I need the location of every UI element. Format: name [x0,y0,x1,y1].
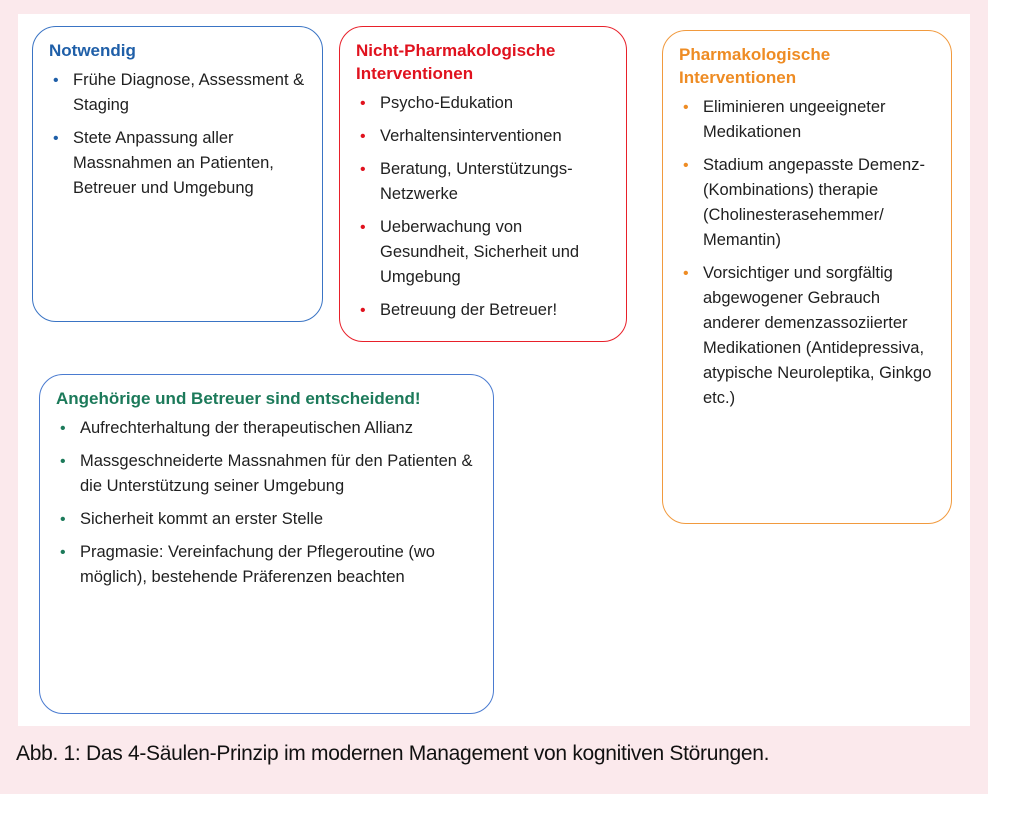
list-item-text: Beratung, Unterstützungs-Netzwerke [380,160,573,203]
bullet-icon: • [60,511,66,528]
list-item-text: Stete Anpassung aller Massnahmen an Patienten, Betreuer und Umgebung [73,129,274,197]
bullet-icon: • [683,157,689,174]
pillar-box-pharmakologisch [662,30,952,524]
list-item [56,449,479,499]
list-item-text: Verhaltensinterventionen [380,127,562,145]
list-item-text: Stadium angepasste Demenz-(Kombinations) therapie (Cholinesterasehemmer/ Memantin) [703,156,925,249]
list-item [679,95,937,145]
list-item [356,215,612,290]
list-item [49,68,308,118]
list-item [356,157,612,207]
bullet-list [56,416,479,590]
bullet-icon: • [360,302,366,319]
bullet-icon: • [53,72,59,89]
list-item [56,507,479,532]
list-item [356,298,612,323]
pillar-box-angehoerige [39,374,494,714]
list-item [679,261,937,411]
list-item-text: Psycho-Edukation [380,94,513,112]
bullet-icon: • [360,161,366,178]
bullet-icon: • [53,130,59,147]
box-title: Pharmakologische Interventionen [679,45,831,87]
bullet-icon: • [683,99,689,116]
bullet-icon: • [60,420,66,437]
list-item [356,124,612,149]
list-item-text: Pragmasie: Vereinfachung der Pflegeroutine (wo möglich), bestehende Präferenzen beachten [80,543,435,586]
list-item-text: Massgeschneiderte Massnahmen für den Patienten & die Unterstützung seiner Umgebung [80,452,473,495]
bullet-list [356,91,612,323]
list-item [56,416,479,441]
pillar-box-nicht-pharmakologisch [339,26,627,342]
box-title: Nicht-Pharmakologische Interventionen [356,41,556,83]
list-item-text: Aufrechterhaltung der therapeutischen Allianz [80,419,413,437]
bullet-list [679,95,937,411]
list-item-text: Vorsichtiger und sorgfältig abgewogener Gebrauch anderer demenzassoziierter Medikationen (Antidepressiva, atypische Neuroleptika, Ginkgo etc.) [703,264,932,407]
box-title: Notwendig [49,41,136,60]
list-item-text: Sicherheit kommt an erster Stelle [80,510,324,528]
list-item-text: Ueberwachung von Gesundheit, Sicherheit und Umgebung [380,218,580,286]
list-item-text: Eliminieren ungeeigneter Medikationen [703,98,886,141]
box-title: Angehörige und Betreuer sind entscheidend! [56,389,421,408]
bullet-icon: • [360,95,366,112]
list-item-text: Frühe Diagnose, Assessment & Staging [73,71,305,114]
bullet-icon: • [683,265,689,282]
bullet-list [49,68,308,201]
bullet-icon: • [60,544,66,561]
list-item [356,91,612,116]
figure-caption: Abb. 1: Das 4-Säulen-Prinzip im modernen Management von kognitiven Störungen. [16,742,770,765]
bullet-icon: • [60,453,66,470]
list-item [49,126,308,201]
list-item-text: Betreuung der Betreuer! [380,301,558,319]
bullet-icon: • [360,219,366,236]
list-item [56,540,479,590]
pillar-box-notwendig [32,26,323,322]
bullet-icon: • [360,128,366,145]
diagram-panel [18,14,970,726]
list-item [679,153,937,253]
